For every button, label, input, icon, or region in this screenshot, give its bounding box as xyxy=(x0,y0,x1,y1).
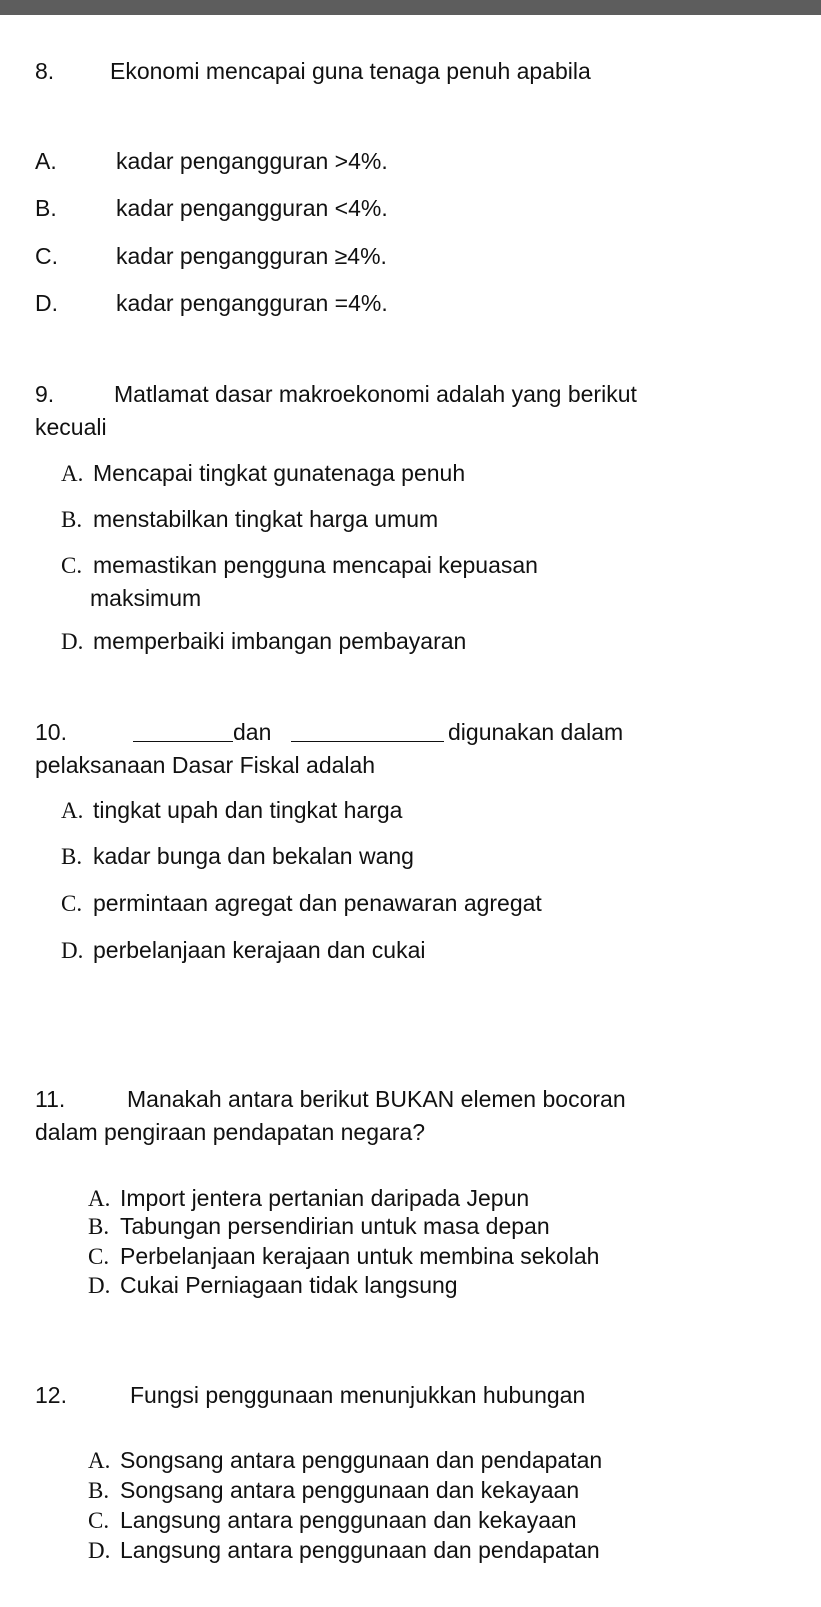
question-stem-continued: dalam pengiraan pendapatan negara? xyxy=(35,1119,426,1145)
question-stem-end: digunakan dalam xyxy=(448,719,624,745)
option-text-c: memastikan pengguna mencapai kepuasan xyxy=(93,552,538,578)
option-text-c: permintaan agregat dan penawaran agregat xyxy=(93,890,542,916)
option-text-a: Mencapai tingkat gunatenaga penuh xyxy=(93,460,466,486)
option-text-a: Songsang antara penggunaan dan pendapatan xyxy=(120,1447,603,1473)
option-letter-b: B. xyxy=(61,844,83,869)
question-stem: Manakah antara berikut BUKAN elemen bocoran xyxy=(127,1086,626,1112)
option-text-d: perbelanjaan kerajaan dan cukai xyxy=(93,937,426,963)
option-text-b: Songsang antara penggunaan dan kekayaan xyxy=(120,1477,580,1503)
option-text-d: kadar pengangguran =4%. xyxy=(116,290,388,316)
option-text-c: Perbelanjaan kerajaan untuk membina sekolah xyxy=(120,1243,600,1269)
option-letter-c: C. xyxy=(88,1508,110,1533)
option-text-b: Tabungan persendirian untuk masa depan xyxy=(120,1213,550,1239)
option-text-c: Langsung antara penggunaan dan kekayaan xyxy=(120,1507,577,1533)
option-letter-b: B. xyxy=(88,1214,110,1239)
question-stem: Matlamat dasar makroekonomi adalah yang berikut xyxy=(114,381,637,407)
option-letter-a: A. xyxy=(61,461,84,486)
option-letter-d: D. xyxy=(61,629,84,654)
option-text-d: memperbaiki imbangan pembayaran xyxy=(93,628,467,654)
option-letter-a: A. xyxy=(88,1186,111,1211)
option-text-b: kadar bunga dan bekalan wang xyxy=(93,843,414,869)
option-letter-a: A. xyxy=(35,148,57,174)
question-stem-continued: kecuali xyxy=(35,414,107,440)
option-text-a: tingkat upah dan tingkat harga xyxy=(93,797,403,823)
option-letter-d: D. xyxy=(35,290,58,316)
option-text-d: Cukai Perniagaan tidak langsung xyxy=(120,1272,458,1298)
top-border-bar xyxy=(0,0,821,15)
option-text-d: Langsung antara penggunaan dan pendapatan xyxy=(120,1537,600,1563)
option-text-a: kadar pengangguran >4%. xyxy=(116,148,388,174)
option-letter-c: C. xyxy=(88,1244,110,1269)
option-letter-b: B. xyxy=(35,195,57,221)
option-letter-c: C. xyxy=(35,243,58,269)
question-stem-continued: pelaksanaan Dasar Fiskal adalah xyxy=(35,752,376,778)
question-stem: Fungsi penggunaan menunjukkan hubungan xyxy=(130,1382,586,1408)
option-letter-d: D. xyxy=(88,1538,111,1563)
option-letter-b: B. xyxy=(88,1478,110,1503)
question-stem: Ekonomi mencapai guna tenaga penuh apabila xyxy=(110,58,591,84)
question-stem-middle: dan xyxy=(233,719,272,745)
option-letter-b: B. xyxy=(61,507,83,532)
answer-blank-1 xyxy=(133,721,233,742)
option-letter-d: D. xyxy=(88,1273,111,1298)
option-letter-c: C. xyxy=(61,891,83,916)
option-text-b: kadar pengangguran <4%. xyxy=(116,195,388,221)
option-letter-a: A. xyxy=(88,1448,111,1473)
answer-blank-2 xyxy=(291,721,444,742)
option-text-c: kadar pengangguran ≥4%. xyxy=(116,243,387,269)
option-letter-a: A. xyxy=(61,798,84,823)
question-number: 10. xyxy=(35,719,67,745)
question-number: 8. xyxy=(35,58,55,84)
question-number: 9. xyxy=(35,381,55,407)
option-text-a: Import jentera pertanian daripada Jepun xyxy=(120,1185,530,1211)
question-number: 11. xyxy=(35,1086,66,1112)
question-number: 12. xyxy=(35,1382,67,1408)
option-letter-c: C. xyxy=(61,553,83,578)
option-letter-d: D. xyxy=(61,938,84,963)
option-text-b: menstabilkan tingkat harga umum xyxy=(93,506,439,532)
option-text-c-continued: maksimum xyxy=(90,585,202,611)
